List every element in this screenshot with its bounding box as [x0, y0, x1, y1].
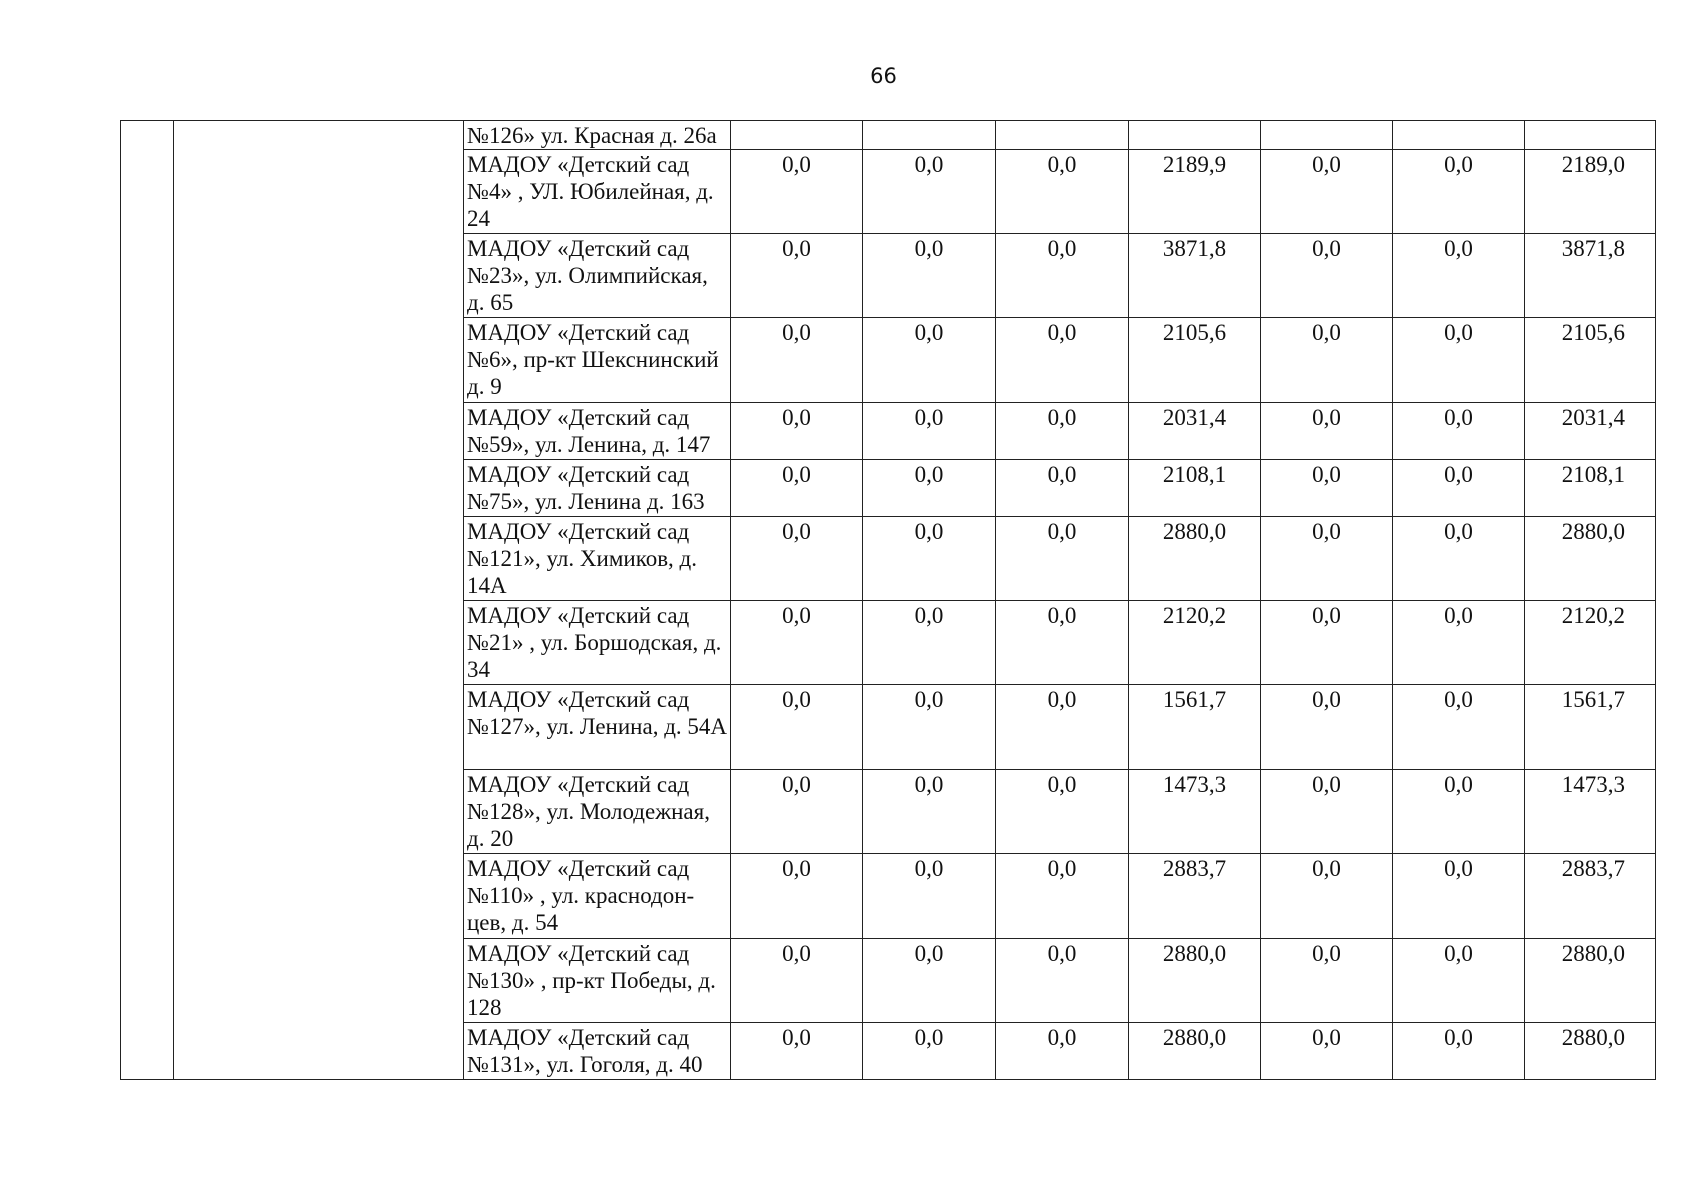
value-cell: 2189,9 — [1129, 150, 1261, 234]
institution-cell: МАДОУ «Детский сад №110» , ул. краснодон-цев, д. 54 — [464, 854, 731, 939]
value-cell: 0,0 — [731, 460, 863, 517]
total-cell: 2105,6 — [1525, 318, 1656, 403]
value-cell: 0,0 — [1393, 318, 1525, 403]
value-cell — [731, 121, 863, 150]
value-cell: 1473,3 — [1129, 770, 1261, 854]
value-cell: 0,0 — [863, 318, 996, 403]
total-cell: 2880,0 — [1525, 939, 1656, 1023]
value-cell: 0,0 — [996, 318, 1129, 403]
value-cell: 2880,0 — [1129, 1023, 1261, 1080]
total-cell: 1561,7 — [1525, 685, 1656, 770]
value-cell: 0,0 — [1261, 517, 1393, 601]
value-cell: 0,0 — [1393, 601, 1525, 685]
value-cell — [1393, 121, 1525, 150]
value-cell: 0,0 — [1261, 685, 1393, 770]
value-cell: 0,0 — [731, 854, 863, 939]
table-row — [121, 121, 1656, 150]
value-cell: 0,0 — [1261, 318, 1393, 403]
institution-cell: МАДОУ «Детский сад №59», ул. Ленина, д. 147 — [464, 403, 731, 460]
empty-number-column — [121, 121, 174, 1080]
value-cell: 0,0 — [1393, 854, 1525, 939]
value-cell: 0,0 — [863, 460, 996, 517]
value-cell: 0,0 — [996, 150, 1129, 234]
value-cell: 0,0 — [996, 770, 1129, 854]
value-cell — [996, 121, 1129, 150]
value-cell: 2031,4 — [1129, 403, 1261, 460]
institution-cell: МАДОУ «Детский сад №121», ул. Химиков, д. 14А — [464, 517, 731, 601]
value-cell: 0,0 — [731, 318, 863, 403]
value-cell: 2883,7 — [1129, 854, 1261, 939]
value-cell: 2105,6 — [1129, 318, 1261, 403]
value-cell: 0,0 — [1393, 234, 1525, 318]
total-cell: 2880,0 — [1525, 1023, 1656, 1080]
institution-cell: МАДОУ «Детский сад №6», пр-кт Шекснинский д. 9 — [464, 318, 731, 403]
value-cell: 0,0 — [731, 601, 863, 685]
value-cell — [1129, 121, 1261, 150]
value-cell: 0,0 — [731, 517, 863, 601]
value-cell: 0,0 — [1393, 770, 1525, 854]
value-cell: 0,0 — [996, 854, 1129, 939]
value-cell: 0,0 — [996, 403, 1129, 460]
value-cell: 0,0 — [996, 1023, 1129, 1080]
institution-cell: МАДОУ «Детский сад №131», ул. Гоголя, д. 40 — [464, 1023, 731, 1080]
value-cell: 0,0 — [996, 939, 1129, 1023]
value-cell: 0,0 — [1261, 1023, 1393, 1080]
value-cell: 2120,2 — [1129, 601, 1261, 685]
value-cell: 0,0 — [1261, 403, 1393, 460]
value-cell: 0,0 — [1393, 403, 1525, 460]
value-cell: 0,0 — [1393, 685, 1525, 770]
total-cell: 2031,4 — [1525, 403, 1656, 460]
value-cell: 0,0 — [731, 770, 863, 854]
total-cell: 2883,7 — [1525, 854, 1656, 939]
value-cell: 3871,8 — [1129, 234, 1261, 318]
value-cell: 0,0 — [863, 770, 996, 854]
value-cell: 1561,7 — [1129, 685, 1261, 770]
institution-cell: МАДОУ «Детский сад №21» , ул. Боршодская, д. 34 — [464, 601, 731, 685]
total-cell: 1473,3 — [1525, 770, 1656, 854]
value-cell: 0,0 — [731, 403, 863, 460]
value-cell: 0,0 — [863, 854, 996, 939]
value-cell: 2108,1 — [1129, 460, 1261, 517]
total-cell: 2120,2 — [1525, 601, 1656, 685]
institution-cell: МАДОУ «Детский сад №128», ул. Молодежная, д. 20 — [464, 770, 731, 854]
value-cell: 0,0 — [863, 234, 996, 318]
empty-program-column — [174, 121, 464, 1080]
institution-cell: МАДОУ «Детский сад №127», ул. Ленина, д. 54А — [464, 685, 731, 770]
total-cell: 2189,0 — [1525, 150, 1656, 234]
value-cell: 0,0 — [996, 234, 1129, 318]
value-cell: 0,0 — [731, 234, 863, 318]
value-cell: 0,0 — [731, 939, 863, 1023]
total-cell: 2108,1 — [1525, 460, 1656, 517]
page-number: 66 — [870, 64, 897, 88]
institution-cell: МАДОУ «Детский сад №75», ул. Ленина д. 163 — [464, 460, 731, 517]
value-cell: 0,0 — [863, 1023, 996, 1080]
value-cell: 0,0 — [996, 601, 1129, 685]
value-cell: 0,0 — [863, 685, 996, 770]
value-cell: 0,0 — [1261, 770, 1393, 854]
value-cell: 2880,0 — [1129, 939, 1261, 1023]
total-cell — [1525, 121, 1656, 150]
value-cell: 0,0 — [996, 517, 1129, 601]
value-cell: 0,0 — [863, 601, 996, 685]
total-cell: 3871,8 — [1525, 234, 1656, 318]
value-cell: 0,0 — [1393, 939, 1525, 1023]
value-cell: 0,0 — [1261, 854, 1393, 939]
value-cell: 0,0 — [1393, 1023, 1525, 1080]
value-cell — [863, 121, 996, 150]
value-cell: 0,0 — [1261, 460, 1393, 517]
value-cell: 0,0 — [1393, 517, 1525, 601]
value-cell: 0,0 — [863, 150, 996, 234]
value-cell: 0,0 — [1261, 150, 1393, 234]
value-cell: 0,0 — [1393, 460, 1525, 517]
institution-cell: МАДОУ «Детский сад №4» , УЛ. Юбилейная, д. 24 — [464, 150, 731, 234]
table-body — [121, 121, 1656, 1080]
value-cell: 0,0 — [863, 517, 996, 601]
value-cell: 2880,0 — [1129, 517, 1261, 601]
value-cell: 0,0 — [731, 685, 863, 770]
value-cell: 0,0 — [996, 460, 1129, 517]
value-cell: 0,0 — [1261, 601, 1393, 685]
value-cell: 0,0 — [1393, 150, 1525, 234]
value-cell: 0,0 — [996, 685, 1129, 770]
value-cell: 0,0 — [863, 939, 996, 1023]
institution-cell: МАДОУ «Детский сад №23», ул. Олимпийская, д. 65 — [464, 234, 731, 318]
funding-table — [120, 120, 1656, 1080]
value-cell: 0,0 — [731, 1023, 863, 1080]
total-cell: 2880,0 — [1525, 517, 1656, 601]
value-cell — [1261, 121, 1393, 150]
institution-cell: №126» ул. Красная д. 26а — [464, 121, 731, 150]
institution-cell: МАДОУ «Детский сад №130» , пр-кт Победы, д. 128 — [464, 939, 731, 1023]
value-cell: 0,0 — [1261, 939, 1393, 1023]
value-cell: 0,0 — [731, 150, 863, 234]
value-cell: 0,0 — [1261, 234, 1393, 318]
value-cell: 0,0 — [863, 403, 996, 460]
